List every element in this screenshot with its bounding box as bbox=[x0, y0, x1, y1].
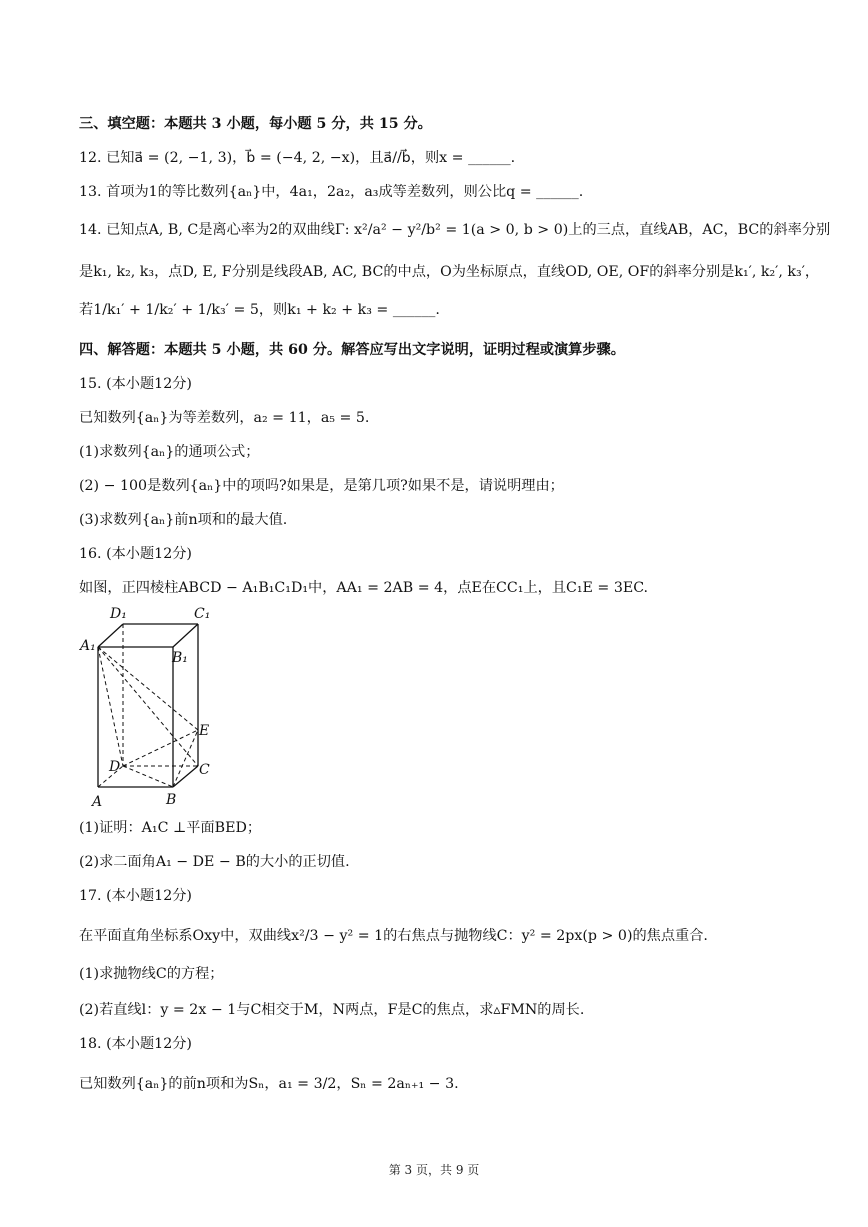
question-17-title: 17. (本小题12分) bbox=[79, 888, 192, 904]
question-18-stem: 已知数列{aₙ}的前n项和为Sₙ，a₁ = 3/2，Sₙ = 2aₙ₊₁ − 3. bbox=[79, 1076, 459, 1092]
question-16-stem: 如图，正四棱柱ABCD − A₁B₁C₁D₁中，AA₁ = 2AB = 4，点E在CC₁上，且C₁E = 3EC. bbox=[79, 580, 649, 596]
label-B: B bbox=[166, 792, 177, 808]
question-17-part-1: (1)求抛物线C的方程； bbox=[79, 966, 224, 982]
question-15-part-2: (2) − 100是数列{aₙ}中的项吗?如果是，是第几项?如果不是，请说明理由； bbox=[79, 478, 564, 494]
question-18-title: 18. (本小题12分) bbox=[79, 1036, 192, 1052]
question-16-part-1: (1)证明：A₁C ⊥平面BED； bbox=[79, 820, 262, 836]
question-14-line-2: 是k₁, k₂, k₃，点D, E, F分别是线段AB, AC, BC的中点，O为坐标原点，直线OD, OE, OF的斜率分别是k₁′, k₂′, k₃′， bbox=[79, 264, 820, 280]
section4-heading: 四、解答题：本题共 5 小题，共 60 分。解答应写出文字说明，证明过程或演算步骤。 bbox=[79, 342, 625, 358]
question-15-title: 15. (本小题12分) bbox=[79, 376, 192, 392]
question-13: 13. 首项为1的等比数列{aₙ}中，4a₁，2a₂，a₃成等差数列，则公比q = ______. bbox=[79, 184, 584, 200]
prism-diagram bbox=[78, 602, 218, 814]
question-14-line-3: 若1/k₁′ + 1/k₂′ + 1/k₃′ = 5，则k₁ + k₂ + k₃ = ______. bbox=[79, 302, 440, 318]
section3-heading: 三、填空题：本题共 3 小题，每小题 5 分，共 15 分。 bbox=[79, 116, 432, 132]
question-15-stem: 已知数列{aₙ}为等差数列，a₂ = 11，a₅ = 5. bbox=[79, 410, 370, 426]
page-footer: 第 3 页，共 9 页 bbox=[388, 1163, 480, 1177]
label-C1: C₁ bbox=[194, 606, 211, 622]
question-16-title: 16. (本小题12分) bbox=[79, 546, 192, 562]
prism-figure bbox=[78, 602, 218, 814]
question-15-part-3: (3)求数列{aₙ}前n项和的最大值. bbox=[79, 512, 288, 528]
question-16-part-2: (2)求二面角A₁ − DE − B的大小的正切值. bbox=[79, 854, 350, 870]
label-A1: A₁ bbox=[80, 638, 96, 654]
question-14-line-1: 14. 已知点A, B, C是离心率为2的双曲线Γ: x²/a² − y²/b² = 1(a > 0, b > 0)上的三点，直线AB，AC，BC的斜率分别 bbox=[79, 222, 831, 238]
question-15-part-1: (1)求数列{aₙ}的通项公式； bbox=[79, 444, 260, 460]
label-E: E bbox=[199, 723, 210, 739]
question-12: 12. 已知a⃗ = (2, −1, 3)，b⃗ = (−4, 2, −x)，且a⃗//b⃗，则x = ______. bbox=[79, 150, 516, 166]
label-D1: D₁ bbox=[110, 606, 127, 622]
label-A: A bbox=[92, 794, 103, 810]
label-D: D bbox=[109, 759, 121, 775]
question-17-part-2: (2)若直线l：y = 2x − 1与C相交于M，N两点，F是C的焦点，求▵FMN的周长. bbox=[79, 1002, 585, 1018]
question-17-stem: 在平面直角坐标系Oxy中，双曲线x²/3 − y² = 1的右焦点与抛物线C：y² = 2px(p > 0)的焦点重合. bbox=[79, 928, 708, 944]
label-B1: B₁ bbox=[172, 650, 188, 666]
label-C: C bbox=[199, 762, 210, 778]
